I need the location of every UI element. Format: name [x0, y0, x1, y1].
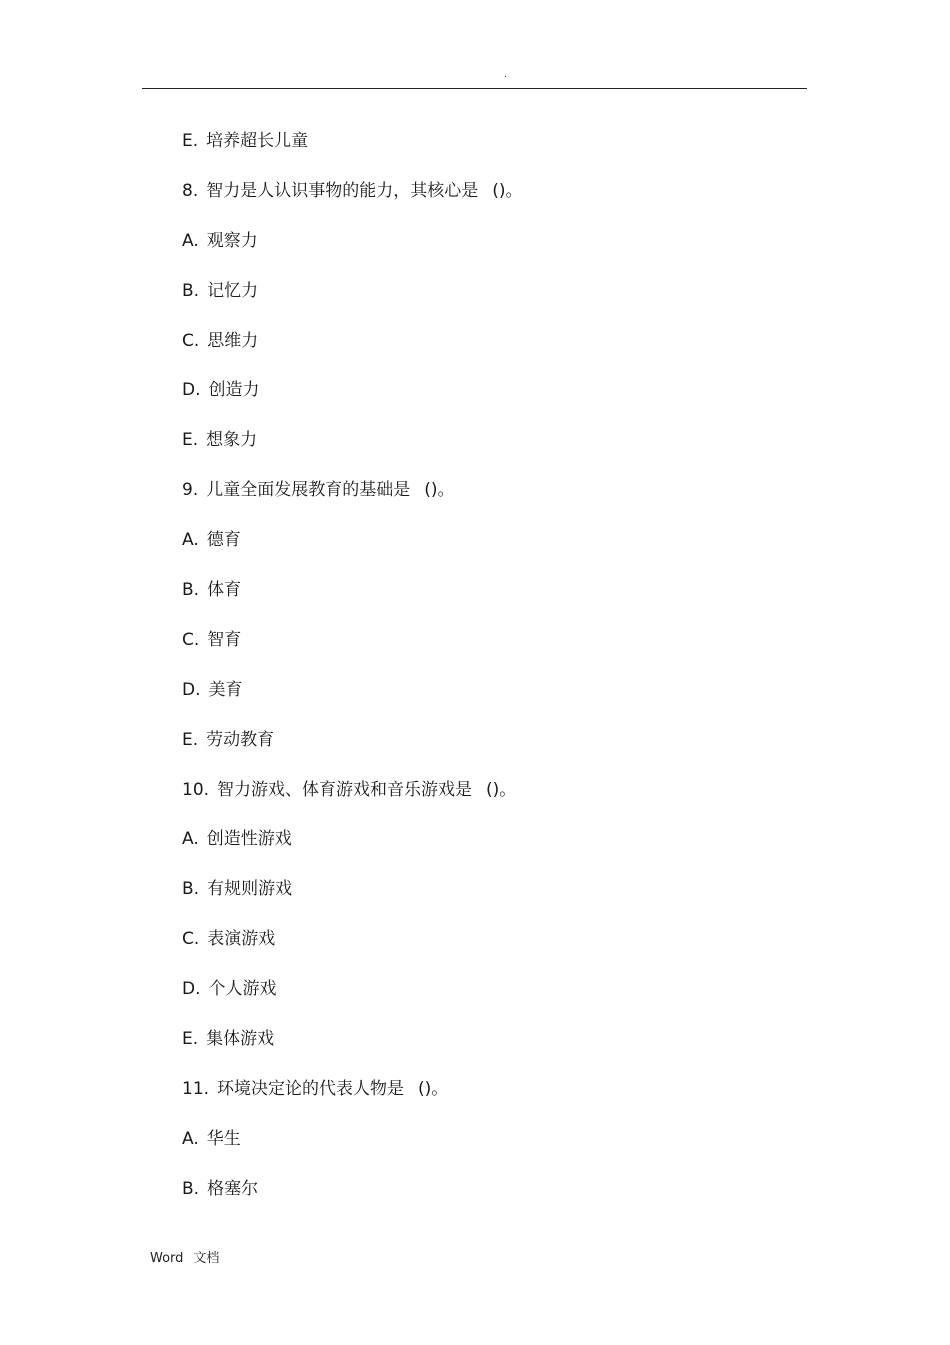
option-line: [182, 726, 802, 776]
option-line: [182, 376, 802, 426]
option-line: [182, 576, 802, 626]
line-label: B.: [182, 1178, 200, 1199]
line-text: 智力游戏、体育游戏和音乐游戏是: [217, 779, 473, 800]
header-rule: [142, 88, 807, 89]
option-line: [182, 676, 802, 726]
line-label: 8.: [182, 180, 199, 201]
line-label: E.: [182, 729, 199, 750]
line-text: 培养超长儿童: [206, 131, 309, 151]
question-line: [182, 177, 802, 227]
line-text: 集体游戏: [206, 1029, 275, 1050]
option-line: [182, 1125, 802, 1175]
line-label: A.: [182, 829, 199, 850]
line-label: 10.: [182, 779, 210, 800]
option-line: [182, 925, 802, 975]
option-line: [182, 526, 802, 576]
line-text: 华生: [206, 1128, 241, 1149]
line-label: E.: [182, 430, 199, 451]
line-label: C.: [182, 629, 200, 650]
line-label: A.: [182, 230, 199, 251]
answer-blank: ()。: [492, 180, 523, 201]
option-line: [182, 1175, 802, 1225]
line-text: 想象力: [206, 430, 258, 451]
line-text: 表演游戏: [207, 929, 276, 950]
line-label: E.: [182, 131, 199, 151]
line-text: 智力是人认识事物的能力，其核心是: [206, 180, 479, 201]
line-text: 创造力: [208, 380, 260, 401]
answer-blank: ()。: [418, 1078, 449, 1099]
line-text: 思维力: [207, 330, 259, 351]
line-text: 美育: [208, 679, 243, 700]
answer-blank: ()。: [486, 779, 517, 800]
question-content: [182, 127, 802, 1225]
line-text: 环境决定论的代表人物是: [217, 1078, 405, 1099]
line-text: 劳动教育: [206, 729, 275, 750]
line-label: B.: [182, 280, 200, 301]
option-line: [182, 227, 802, 277]
option-line: [182, 825, 802, 875]
line-text: 创造性游戏: [206, 829, 292, 850]
line-text: 格塞尔: [207, 1178, 259, 1199]
question-line: [182, 1075, 802, 1125]
option-line: [182, 426, 802, 476]
line-text: 德育: [206, 530, 241, 551]
line-text: 有规则游戏: [207, 879, 293, 900]
line-label: C.: [182, 929, 200, 950]
option-line: [182, 626, 802, 676]
option-line: [182, 327, 802, 377]
line-label: D.: [182, 380, 201, 401]
line-label: B.: [182, 580, 200, 601]
option-line: [182, 975, 802, 1025]
footer-doc: 文档: [193, 1251, 220, 1266]
footer-word: Word: [150, 1251, 184, 1266]
question-line: [182, 476, 802, 526]
line-label: D.: [182, 979, 201, 1000]
line-label: B.: [182, 879, 200, 900]
line-text: 儿童全面发展教育的基础是: [206, 480, 411, 501]
line-text: 记忆力: [207, 280, 259, 301]
line-text: 智育: [207, 629, 242, 650]
answer-blank: ()。: [424, 480, 455, 501]
line-text: 个人游戏: [208, 979, 277, 1000]
line-label: D.: [182, 679, 201, 700]
question-line: [182, 776, 802, 826]
line-label: A.: [182, 1128, 199, 1149]
line-text: 观察力: [206, 230, 258, 251]
line-label: 11.: [182, 1078, 210, 1099]
line-label: C.: [182, 330, 200, 351]
header-mark: .: [504, 69, 508, 80]
page-footer: [150, 1250, 219, 1268]
option-line: [182, 127, 802, 177]
line-text: 体育: [207, 580, 242, 601]
option-line: [182, 1025, 802, 1075]
option-line: [182, 277, 802, 327]
line-label: E.: [182, 1029, 199, 1050]
line-label: A.: [182, 530, 199, 551]
line-label: 9.: [182, 480, 199, 501]
option-line: [182, 875, 802, 925]
